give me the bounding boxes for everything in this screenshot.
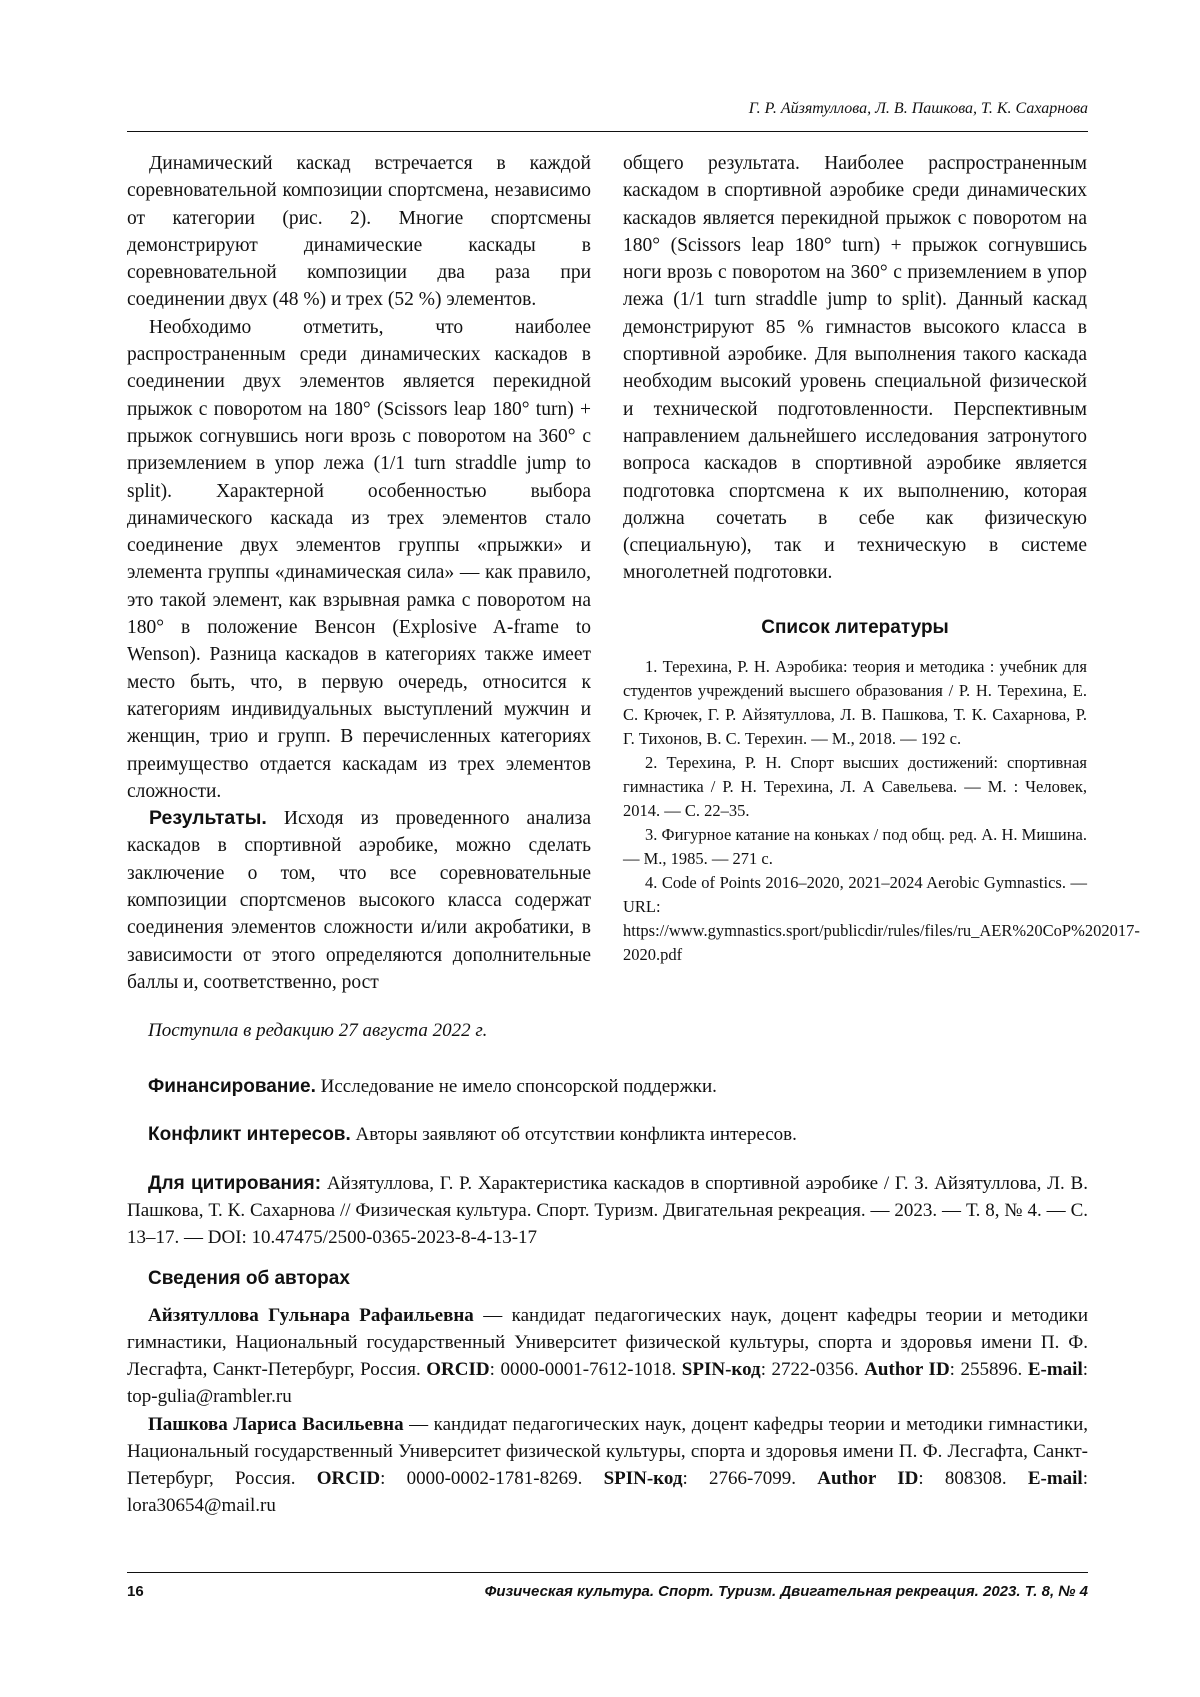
email-label: E-mail bbox=[1027, 1359, 1083, 1380]
email-value: : lora30654@mail.ru bbox=[127, 1468, 1088, 1516]
author-desc: — кандидат педагогических наук, доцент кафедры теории и методики гимнастики, Национальный государственный Университет физической культуры, спорта и здоровья имени П. Ф. Лесгафта, Санкт-Петербург, Россия. bbox=[127, 1414, 1088, 1489]
author-name: Айзятуллова Гульнара Рафаильевна bbox=[148, 1305, 474, 1326]
paragraph: Необходимо отметить, что наиболее распространенным среди динамических каскадов в соединении двух элементов является перекидной прыжок с поворотом на 180° (Scissors leap 180° turn) + прыжок согнувшись ноги врозь с поворотом на 360° с приземлением в упор лежа (1/1 turn straddle jump to split). Характерной особенностью выбора динамического каскада из трех элементов стало соединение двух элементов группы «прыжки» и элемента группы «динамическая сила» — как правило, это такой элемент, как взрывная рамка с поворотом на 180° в положение Венсон (Explosive A-frame to Wenson). Разница каскадов в категориях также имеет место быть, что, в первую очередь, относится к категориям индивидуальных выступлений мужчин и женщин, трио и групп. В перечисленных категориях преимущество отдается каскадам из трех элементов сложности. bbox=[127, 316, 591, 802]
reference-item: 2. Терехина, Р. Н. Спорт высших достижений: спортивная гимнастика / Р. Н. Терехина, Л. А Савельева. — М. : Человек, 2014. — С. 22–35. bbox=[623, 753, 1087, 821]
conflict-note bbox=[127, 1121, 1088, 1148]
author-id-value: : 255896. bbox=[949, 1359, 1028, 1380]
funding-label: Финансирование. bbox=[148, 1076, 316, 1097]
running-head: Г. Р. Айзятуллова, Л. В. Пашкова, Т. К. Сахарнова bbox=[748, 100, 1088, 117]
reference-item: 1. Терехина, Р. Н. Аэробика: теория и методика : учебник для студентов учреждений высшего образования / Р. Н. Терехина, Е. С. Крючек, Г. Р. Айзятуллова, Л. В. Пашкова, Т. К. Сахарнова, Р. Г. Тихонов, В. С. Терехин. — М., 2018. — 192 с. bbox=[623, 657, 1087, 749]
email-label: E-mail bbox=[1027, 1468, 1083, 1489]
header-rule bbox=[127, 131, 1088, 132]
orcid-label: ORCID bbox=[316, 1468, 381, 1489]
orcid-value: : 0000-0001-7612-1018. bbox=[489, 1359, 682, 1380]
author-info bbox=[127, 1302, 1088, 1410]
funding-text: Исследование не имело спонсорской поддержки. bbox=[315, 1076, 717, 1097]
references-title: Список литературы bbox=[761, 616, 949, 638]
citation-label: Для цитирования: bbox=[148, 1173, 322, 1194]
right-column bbox=[623, 150, 1140, 967]
author-id-label: Author ID bbox=[864, 1359, 950, 1380]
reference-item: 3. Фигурное катание на коньках / под общ. ред. А. Н. Мишина. — М., 1985. — 271 с. bbox=[623, 825, 1087, 869]
spin-value: : 2766-7099. bbox=[682, 1468, 818, 1489]
authors-title: Сведения об авторах bbox=[148, 1268, 350, 1289]
paragraph bbox=[127, 805, 591, 996]
conflict-label: Конфликт интересов. bbox=[148, 1124, 351, 1145]
orcid-value: : 0000-0002-1781-8269. bbox=[380, 1468, 604, 1489]
received-date: Поступила в редакцию 27 августа 2022 г. bbox=[148, 1020, 488, 1041]
author-id-value: : 808308. bbox=[918, 1468, 1028, 1489]
citation-text: Айзятуллова, Г. Р. Характеристика каскадов в спортивной аэробике / Г. З. Айзятуллова, Л. В. Пашкова, Т. К. Сахарнова // Физическая культура. Спорт. Туризм. Двигательная рекреация. — 2023. — Т. 8, № 4. — С. 13–17. — DOI: 10.47475/2500-0365-2023-8-4-13-17 bbox=[127, 1173, 1088, 1248]
email-value: : top-gulia@rambler.ru bbox=[127, 1359, 1089, 1407]
orcid-label: ORCID bbox=[426, 1359, 490, 1380]
author-desc: — кандидат педагогических наук, доцент кафедры теории и методики гимнастики, Национальный государственный Университет физической культуры, спорта и здоровья имени П. Ф. Лесгафта, Санкт-Петербург, Россия. bbox=[127, 1305, 1088, 1380]
spin-label: SPIN-код bbox=[681, 1359, 761, 1380]
footer-rule bbox=[127, 1572, 1088, 1573]
reference-item: 4. Code of Points 2016–2020, 2021–2024 Aerobic Gymnastics. — URL: https://www.gymnastics.sport/publicdir/rules/files/ru_AER%20CoP%202017-2020.pdf bbox=[623, 873, 1140, 965]
journal-title: Физическая культура. Спорт. Туризм. Двигательная рекреация. 2023. Т. 8, № 4 bbox=[484, 1583, 1088, 1600]
spin-label: SPIN-код bbox=[603, 1468, 683, 1489]
citation-note bbox=[127, 1170, 1088, 1251]
author-info bbox=[127, 1411, 1088, 1519]
paragraph: Динамический каскад встречается в каждой соревновательной композиции спортсмена, независимо от категории (рис. 2). Многие спортсмены демонстрируют динамические каскады в соревновательной композиции два раза при соединении двух (48 %) и трех (52 %) элементов. bbox=[127, 153, 591, 311]
author-name: Пашкова Лариса Васильевна bbox=[148, 1414, 404, 1435]
spin-value: : 2722-0356. bbox=[760, 1359, 865, 1380]
funding-note bbox=[127, 1073, 1088, 1100]
results-label: Результаты. bbox=[149, 807, 267, 830]
conflict-text: Авторы заявляют об отсутствии конфликта интересов. bbox=[350, 1124, 797, 1145]
results-text: Исходя из проведенного анализа каскадов в спортивной аэробике, можно сделать заключение о том, что все соревновательные композиции спортсменов высокого класса содержат соединения элементов сложности и/или акробатики, в зависимости от этого определяются дополнительные баллы и, соответственно, рост bbox=[127, 808, 591, 993]
page-number: 16 bbox=[127, 1583, 144, 1600]
paragraph: общего результата. Наиболее распространенным каскадом в спортивной аэробике среди динамических каскадов является перекидной прыжок с поворотом на 180° (Scissors leap 180° turn) + прыжок согнувшись ноги врозь с поворотом на 360° с приземлением в упор лежа (1/1 turn straddle jump to split). Данный каскад демонстрируют 85 % гимнастов высокого класса в спортивной аэробике. Для выполнения такого каскада необходим высокий уровень специальной физической и технической подготовленности. Перспективным направлением дальнейшего исследования затронутого вопроса каскадов в спортивной аэробике является подготовка спортсмена к их выполнению, которая должна сочетать в себе как физическую (специальную), так и техническую в системе многолетней подготовки. bbox=[623, 153, 1087, 584]
left-column bbox=[127, 150, 591, 996]
author-id-label: Author ID bbox=[817, 1468, 919, 1489]
